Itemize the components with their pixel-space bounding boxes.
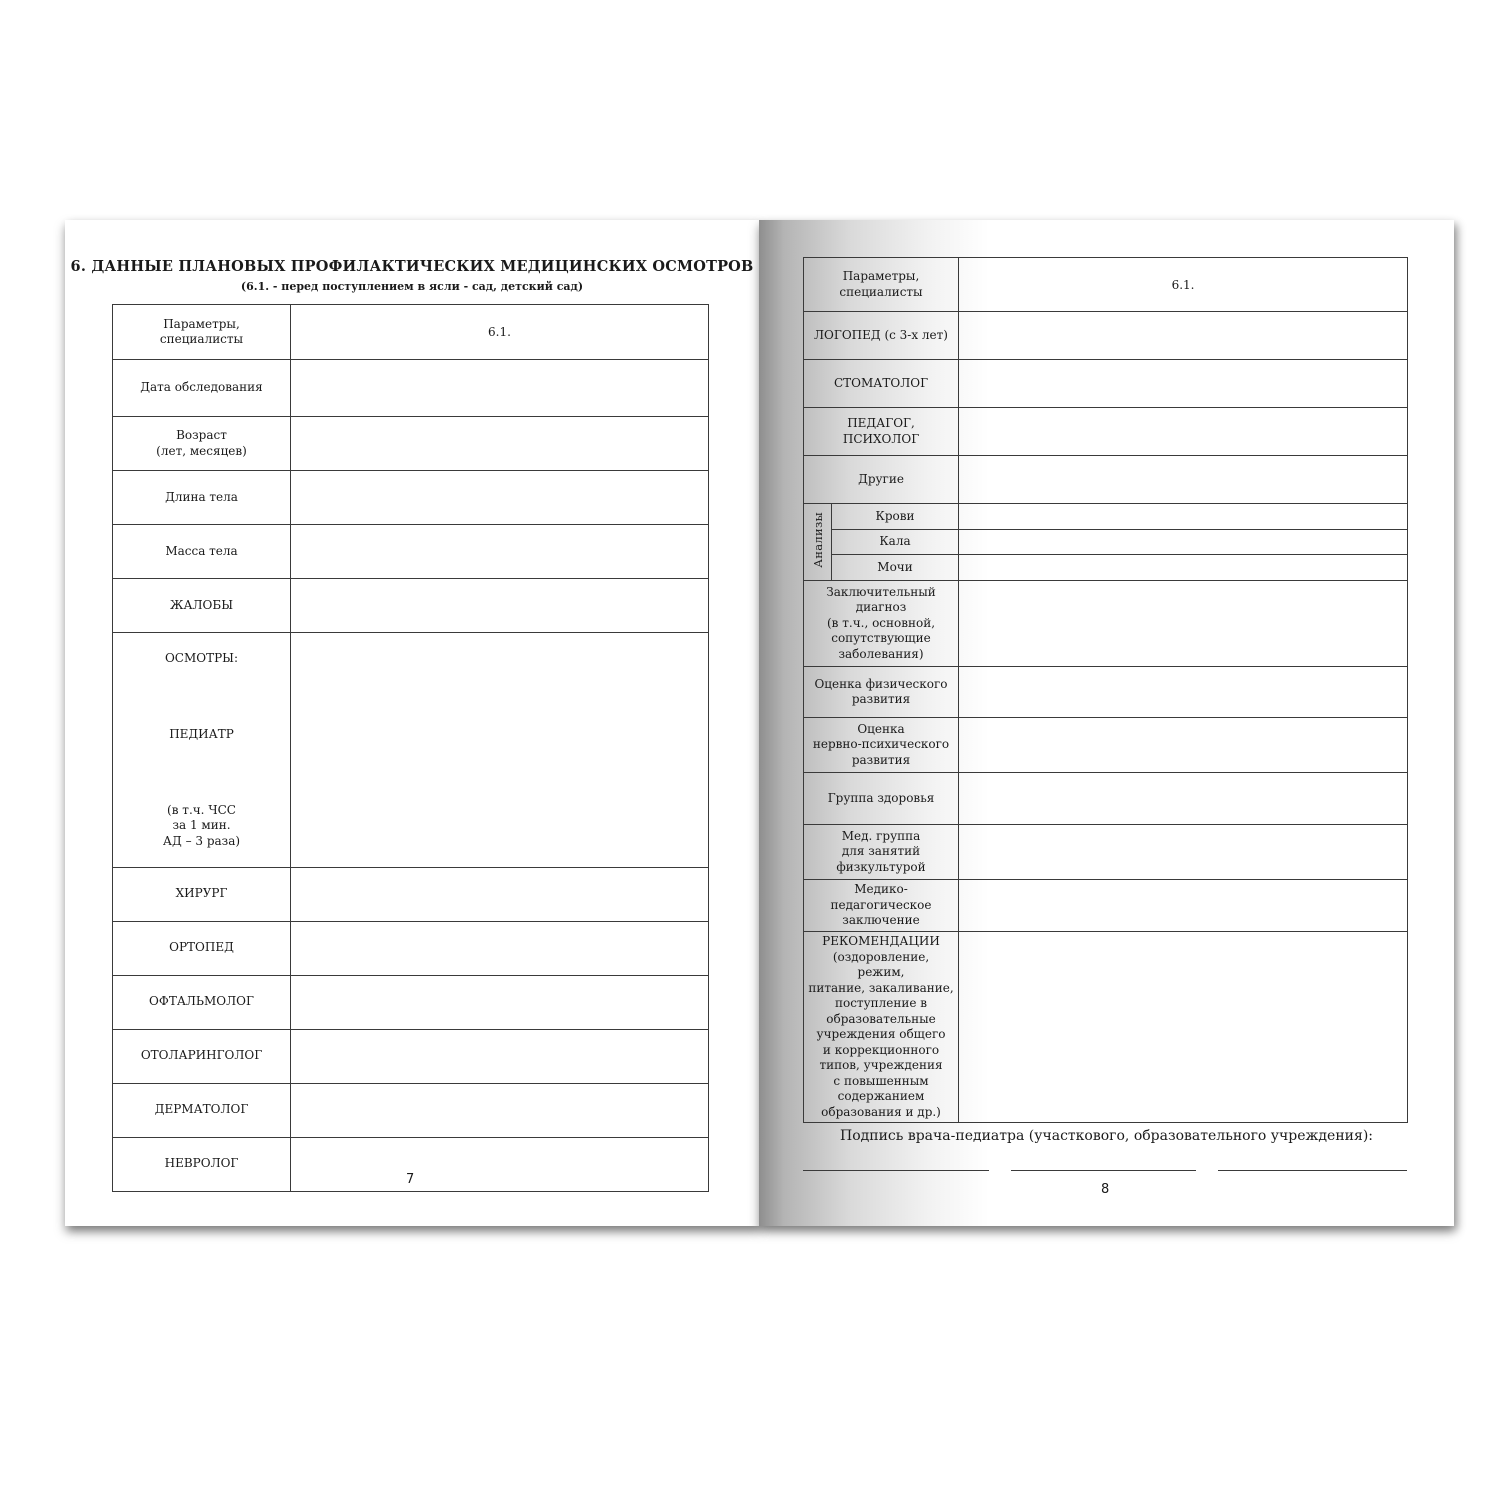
analysis-label: Крови [832, 504, 959, 530]
entry-cell[interactable] [959, 773, 1408, 825]
row-label: СТОМАТОЛОГ [804, 360, 959, 408]
row-label: Оценка нервно-психического развития [804, 718, 959, 773]
entry-cell[interactable] [291, 975, 709, 1029]
table-row [113, 1083, 709, 1137]
page-number: 7 [406, 1172, 415, 1187]
table-row [804, 408, 1408, 456]
entry-cell[interactable] [959, 530, 1408, 555]
row-label: ДЕРМАТОЛОГ [113, 1083, 291, 1137]
row-label: ЖАЛОБЫ [113, 579, 291, 633]
signature-line[interactable] [1011, 1170, 1196, 1171]
row-label: Группа здоровья [804, 773, 959, 825]
exam-title: ОСМОТРЫ: [164, 650, 239, 665]
table-row [113, 471, 709, 525]
entry-cell[interactable] [291, 417, 709, 471]
right-page [759, 220, 1454, 1226]
row-label: ХИРУРГ [113, 867, 291, 921]
section-subheading: (6.1. - перед поступлением в ясли - сад, детский сад) [240, 280, 584, 293]
page-number: 8 [1101, 1182, 1110, 1197]
row-label: ЛОГОПЕД (с 3-х лет) [804, 312, 959, 360]
entry-cell[interactable] [959, 408, 1408, 456]
signature-line[interactable] [1218, 1170, 1407, 1171]
entry-cell[interactable] [291, 1029, 709, 1083]
header-column: 6.1. [291, 305, 709, 360]
entry-cell[interactable] [959, 932, 1408, 1123]
table-row [113, 633, 709, 868]
table-row [804, 825, 1408, 880]
table-row [113, 305, 709, 360]
entry-cell[interactable] [291, 867, 709, 921]
table-row [804, 360, 1408, 408]
row-label: Мед. группа для занятий физкультурой [804, 825, 959, 880]
analysis-label: Мочи [832, 555, 959, 581]
table-row [113, 579, 709, 633]
row-label: ОРТОПЕД [113, 921, 291, 975]
table-row [804, 880, 1408, 932]
entry-cell[interactable] [959, 667, 1408, 718]
entry-cell[interactable] [959, 504, 1408, 530]
row-label: Медико-педагогическое заключение [804, 880, 959, 932]
table-row [804, 504, 1408, 530]
table-row [804, 530, 1408, 555]
section-heading: 6. ДАННЫЕ ПЛАНОВЫХ ПРОФИЛАКТИЧЕСКИХ МЕДИЦИНСКИХ ОСМОТРОВ [70, 258, 754, 275]
row-label: Другие [804, 456, 959, 504]
left-exam-table [112, 304, 709, 1192]
entry-cell[interactable] [291, 633, 709, 868]
row-label: ПЕДАГОГ, ПСИХОЛОГ [804, 408, 959, 456]
signature-label: Подпись врача-педиатра (участкового, образовательного учреждения): [840, 1128, 1373, 1144]
entry-cell[interactable] [959, 581, 1408, 667]
row-label: Дата обследования [113, 360, 291, 417]
row-label: Длина тела [113, 471, 291, 525]
table-row [113, 360, 709, 417]
row-label: Заключительный диагноз (в т.ч., основной, сопутствующие заболевания) [804, 581, 959, 667]
header-column: 6.1. [959, 258, 1408, 312]
row-label: РЕКОМЕНДАЦИИ (оздоровление, режим, питание, закаливание, поступление в образовательные учреждения общего и коррекционного типов, учреждения с повышенным содержанием образования и др.) [804, 932, 959, 1123]
row-label: Масса тела [113, 525, 291, 579]
table-row [113, 1029, 709, 1083]
entry-cell[interactable] [291, 921, 709, 975]
entry-cell[interactable] [959, 718, 1408, 773]
table-row [804, 456, 1408, 504]
table-row [804, 773, 1408, 825]
table-row [804, 581, 1408, 667]
table-row [804, 555, 1408, 581]
entry-cell[interactable] [291, 525, 709, 579]
entry-cell[interactable] [959, 456, 1408, 504]
entry-cell[interactable] [959, 880, 1408, 932]
entry-cell[interactable] [291, 360, 709, 417]
analysis-label: Кала [832, 530, 959, 555]
analyses-group-label [804, 504, 832, 581]
analyses-label-text: Анализы [810, 512, 825, 568]
entry-cell[interactable] [959, 360, 1408, 408]
header-label: Параметры, специалисты [804, 258, 959, 312]
table-row [804, 932, 1408, 1123]
entry-cell[interactable] [291, 1083, 709, 1137]
table-row [804, 667, 1408, 718]
table-row [113, 417, 709, 471]
table-row [113, 975, 709, 1029]
row-label: НЕВРОЛОГ [113, 1137, 291, 1191]
table-row [113, 867, 709, 921]
signature-line[interactable] [803, 1170, 989, 1171]
table-row [804, 258, 1408, 312]
header-label: Параметры, специалисты [113, 305, 291, 360]
row-label: Возраст (лет, месяцев) [113, 417, 291, 471]
left-page [65, 220, 759, 1226]
right-exam-table [803, 257, 1408, 1123]
row-label: Оценка физического развития [804, 667, 959, 718]
exam-note: (в т.ч. ЧСС за 1 мин. АД – 3 раза) [162, 802, 241, 848]
entry-cell[interactable] [959, 825, 1408, 880]
exam-label [113, 633, 291, 868]
row-label: ОФТАЛЬМОЛОГ [113, 975, 291, 1029]
table-row [113, 921, 709, 975]
entry-cell[interactable] [959, 555, 1408, 581]
table-row [804, 312, 1408, 360]
entry-cell[interactable] [291, 471, 709, 525]
table-row [113, 525, 709, 579]
exam-pediatrician: ПЕДИАТР [169, 726, 234, 741]
entry-cell[interactable] [959, 312, 1408, 360]
row-label: ОТОЛАРИНГОЛОГ [113, 1029, 291, 1083]
table-row [804, 718, 1408, 773]
entry-cell[interactable] [291, 1137, 709, 1191]
entry-cell[interactable] [291, 579, 709, 633]
